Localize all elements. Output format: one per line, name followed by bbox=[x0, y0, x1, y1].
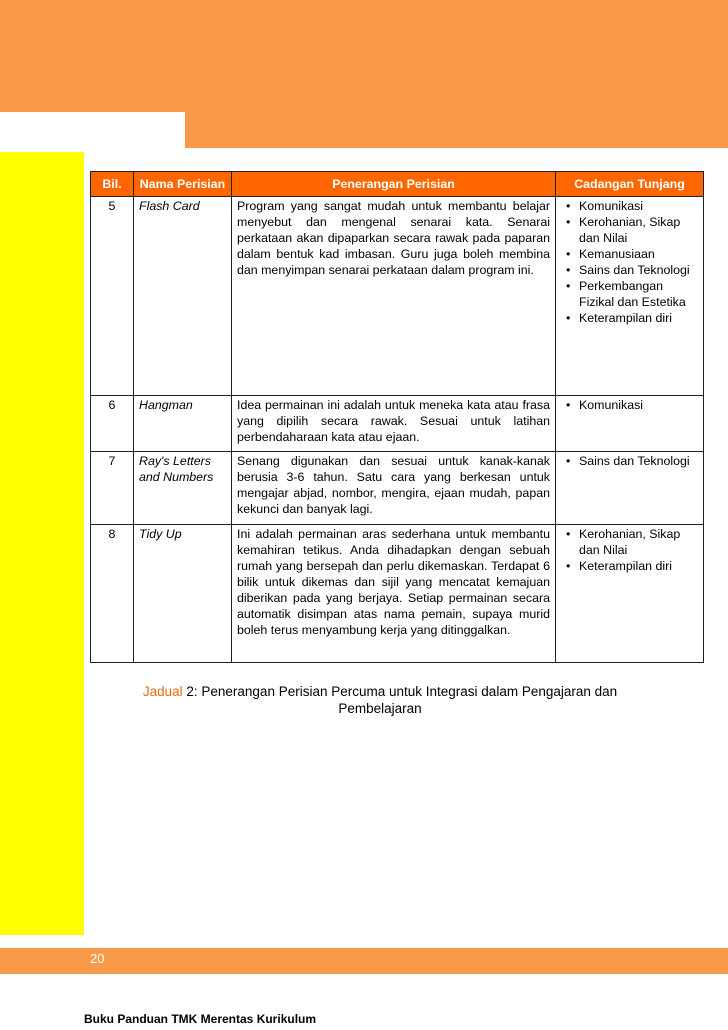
row-penerangan: Idea permainan ini adalah untuk meneka kata atau frasa yang dipilih secara rawak. Sesuai untuk latihan perbendaharaan kata atau ejaan. bbox=[232, 396, 556, 452]
tunjang-item: • Kerohanian, Sikap dan Nilai bbox=[579, 214, 698, 246]
top-orange-tab bbox=[185, 112, 728, 148]
row-penerangan: Ini adalah permainan aras sederhana untuk membantu kemahiran tetikus. Anda dihadapkan dengan sebuah rumah yang bersepah dan perlu dikemaskan. Terdapat 6 bilik untuk dikemas dan sijil yang mencatat kemajuan diberikan pada yang berjaya. Setiap permainan secara automatik disimpan atas nama pemain, supaya murid boleh terus menyambung kerja yang ditinggalkan. bbox=[232, 525, 556, 663]
book-title: Buku Panduan TMK Merentas Kurikulum bbox=[84, 1012, 317, 1026]
table-row bbox=[91, 197, 704, 396]
row-tunjang bbox=[556, 396, 704, 452]
row-bil: 5 bbox=[91, 197, 134, 396]
tunjang-item: • Perkembangan Fizikal dan Estetika bbox=[579, 278, 698, 310]
row-penerangan: Senang digunakan dan sesuai untuk kanak-kanak berusia 3-6 tahun. Satu cara yang berkesan untuk mengajar abjad, nombor, mengira, ejaan mudah, papan kekunci dan banyak lagi. bbox=[232, 452, 556, 525]
header-penerangan: Penerangan Perisian bbox=[232, 172, 556, 197]
row-nama: Ray's Letters and Numbers bbox=[134, 452, 232, 525]
row-nama: Flash Card bbox=[134, 197, 232, 396]
tunjang-item: • Komunikasi bbox=[579, 198, 698, 214]
table-caption bbox=[120, 683, 640, 717]
header-nama: Nama Perisian bbox=[134, 172, 232, 197]
row-bil: 7 bbox=[91, 452, 134, 525]
page-number: 20 bbox=[90, 951, 105, 966]
caption-prefix: Jadual bbox=[142, 684, 183, 699]
header-bil: Bil. bbox=[91, 172, 134, 197]
tunjang-item: • Kemanusiaan bbox=[579, 246, 698, 262]
tunjang-item: • Sains dan Teknologi bbox=[579, 453, 698, 469]
caption-text: 2: Penerangan Perisian Percuma untuk Integrasi dalam Pengajaran dan Pembelajaran bbox=[182, 684, 618, 716]
row-nama: Hangman bbox=[134, 396, 232, 452]
table-header-row bbox=[91, 172, 704, 197]
row-tunjang bbox=[556, 197, 704, 396]
table-row bbox=[91, 452, 704, 525]
tunjang-item: • Sains dan Teknologi bbox=[579, 262, 698, 278]
tunjang-item: • Komunikasi bbox=[579, 397, 698, 413]
header-cadangan: Cadangan Tunjang bbox=[556, 172, 704, 197]
software-table bbox=[90, 171, 704, 663]
row-tunjang bbox=[556, 525, 704, 663]
row-tunjang bbox=[556, 452, 704, 525]
top-orange-band bbox=[0, 0, 728, 112]
row-bil: 6 bbox=[91, 396, 134, 452]
row-penerangan: Program yang sangat mudah untuk membantu belajar menyebut dan mengenal senarai kata. Senarai perkataan akan dipaparkan secara rawak pada paparan dalam bentuk kad imbasan. Guru juga boleh membina dan menyimpan senarai perkataan dalam program ini. bbox=[232, 197, 556, 396]
tunjang-item: • Keterampilan diri bbox=[579, 558, 698, 574]
table-row bbox=[91, 396, 704, 452]
row-nama: Tidy Up bbox=[134, 525, 232, 663]
tunjang-item: • Kerohanian, Sikap dan Nilai bbox=[579, 526, 698, 558]
tunjang-item: • Keterampilan diri bbox=[579, 310, 698, 326]
row-bil: 8 bbox=[91, 525, 134, 663]
table-row bbox=[91, 525, 704, 663]
